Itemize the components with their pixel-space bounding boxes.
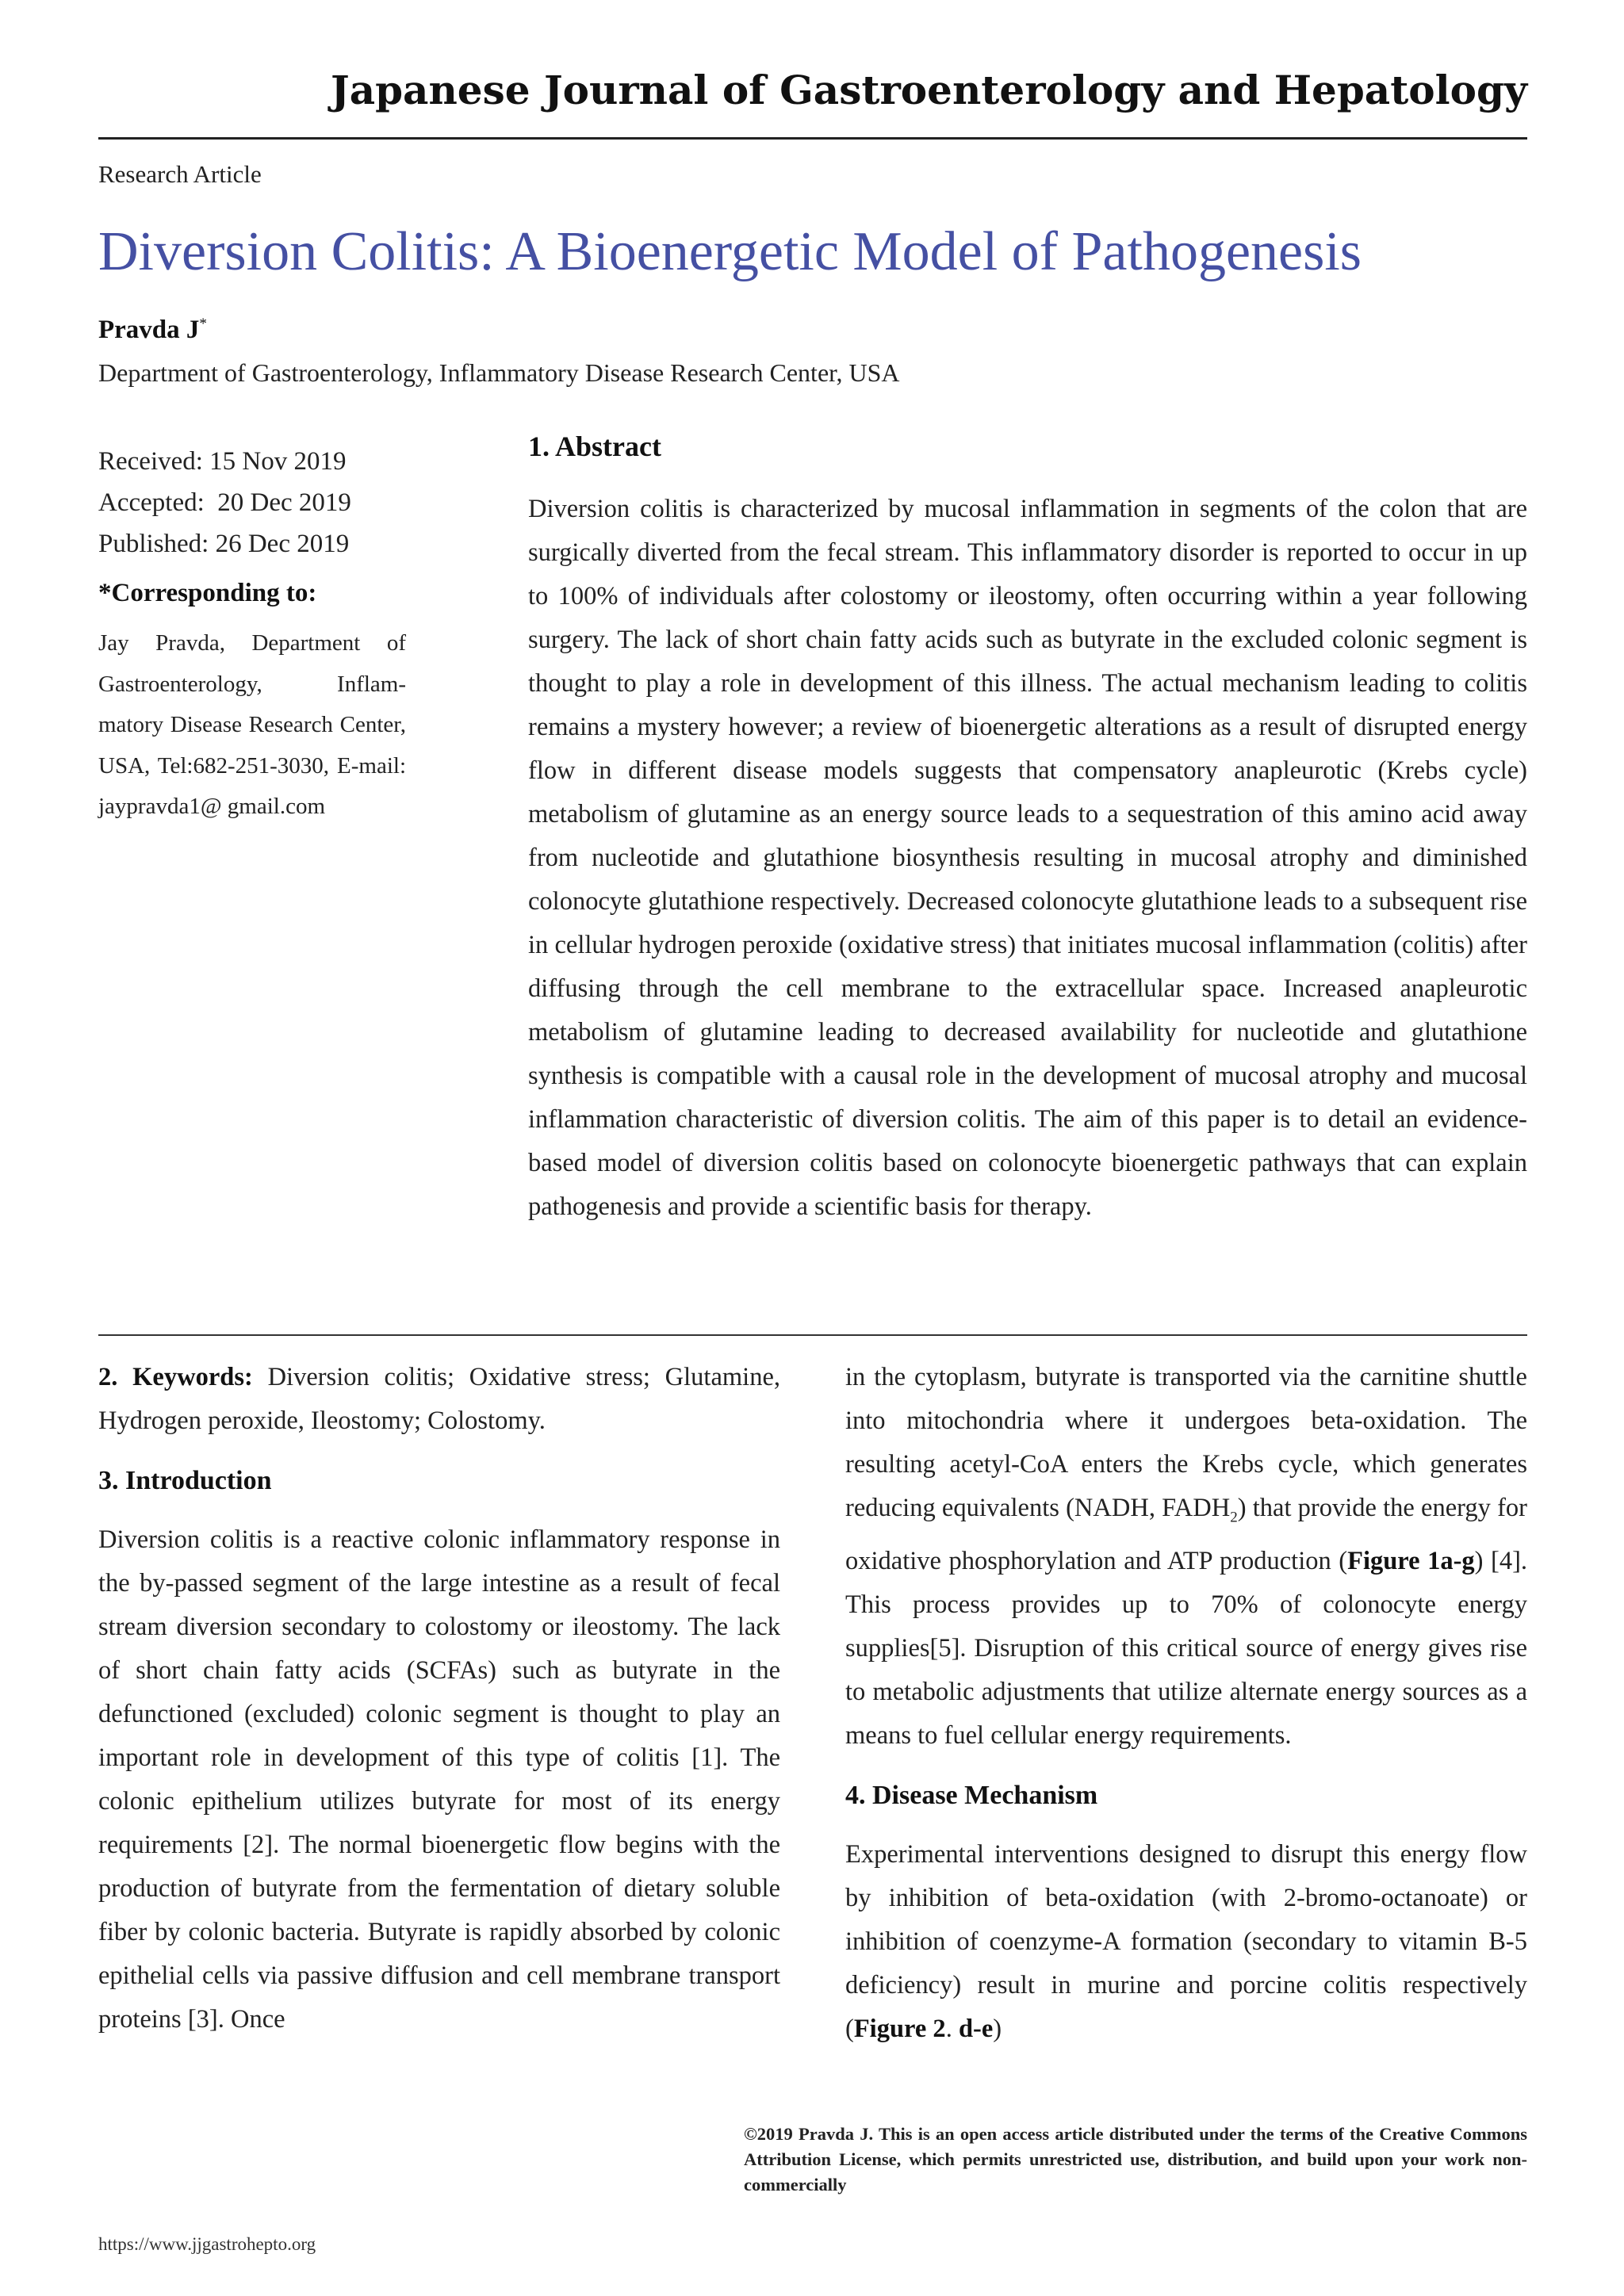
fadh-subscript: 2 [1230, 1509, 1238, 1526]
corresponding-details: Jay Pravda, Department of Gastroenterology, Inflam- matory Disease Research Center, USA, Tel:682-251-3030, E-mail: jaypravda1@ gmail.com [98, 630, 406, 819]
journal-title: Japanese Journal of Gastroenterology and Hepatology [331, 67, 1527, 113]
introduction-text: Diversion colitis is a reactive colonic inflammatory response in the by-passed segment of the large intestine as a result of fecal stream diversion secondary to colostomy or ileostomy. The lack of short chain fatty acids (SCFAs) such as butyrate in the defunctioned (excluded) colonic segment is thought to play an important role in development of this type of colitis [1]. The colonic epithelium utilizes butyrate for most of its energy requirements [2]. The normal bioenergetic flow begins with the production of butyrate from the fermentation of dietary soluble fiber by colonic bacteria. Butyrate is rapidly absorbed by colonic epithelial cells via passive diffusion and cell membrane transport proteins [3]. Once [98, 1525, 780, 2034]
author-name [98, 316, 207, 345]
intro-continued-paragraph [845, 1356, 1527, 1758]
keywords [98, 1356, 780, 1443]
corresponding-heading: *Corresponding to: [98, 579, 317, 607]
paper-title: Diversion Colitis: A Bioenergetic Model of Pathogenesis [98, 221, 1362, 282]
author-affiliation: Department of Gastroenterology, Inflammatory Disease Research Center, USA [98, 358, 900, 387]
article-type: Research Article [98, 160, 262, 188]
footer-url[interactable]: https://www.jjgastrohepto.org [98, 2234, 316, 2254]
intro-continued-c: ) [4]. This process provides up to 70% of colonocyte energy supplies[5]. Disruption of this critical source of energy gives rise to metabolic adjustments that utilize alternate energy sources as a means to fuel cellular energy requirements. [845, 1546, 1528, 1750]
introduction-heading: 3. Introduction [98, 1466, 272, 1495]
disease-mechanism-end: ) [993, 2014, 1002, 2043]
keywords-label: 2. Keywords: [98, 1363, 253, 1391]
section-divider [98, 1334, 1527, 1336]
corresponding-marker: * [199, 316, 207, 332]
disease-mechanism-heading: 4. Disease Mechanism [845, 1780, 1098, 1810]
license-notice: ©2019 Pravda J. This is an open access article distributed under the terms of the Creative Commons Attribution License, which permits unrestricted use, distribution, and build upon your work non-commercially [744, 2124, 1527, 2195]
received-date: Received: 15 Nov 2019 [98, 447, 347, 476]
author-name-text: Pravda J [98, 316, 200, 344]
figure-2-reference: Figure 2 [853, 2014, 946, 2043]
abstract-text: Diversion colitis is characterized by mucosal inflammation in segments of the colon that are surgically diverted from the fecal stream. This inflammatory disorder is reported to occur in up to 100% of individuals after colostomy or ileostomy, often occurring within a year following surgery. The lack of short chain fatty acids such as butyrate in the excluded colonic segment is thought to play a role in development of this illness. The actual mechanism leading to colitis remains a mystery however; a review of bioenergetic alterations as a result of disrupted energy flow in different disease models suggests that compensatory anapleurotic (Krebs cycle) metabolism of glutamine as an energy source leads to a sequestration of this amino acid away from nucleotide and glutathione biosynthesis resulting in mucosal atrophy and diminished colonocyte glutathione respectively. Decreased colonocyte glutathione leads to a subsequent rise in cellular hydrogen peroxide (oxidative stress) that initiates mucosal inflammation (colitis) after diffusing through the cell membrane to the extracellular space. Increased anapleurotic metabolism of glutamine leading to decreased availability for nucleotide and glutathione synthesis is compatible with a causal role in the development of mucosal atrophy and mucosal inflammation characteristic of diversion colitis. The aim of this paper is to detail an evidence-based model of diversion colitis based on colonocyte bioenergetic pathways that can explain pathogenesis and provide a scientific basis for therapy. [528, 495, 1527, 1221]
intro-continued-a: in the cytoplasm, butyrate is transported via the carnitine shuttle into mitochondria where it undergoes beta-oxidation. The resulting acetyl-CoA enters the Krebs cycle, which generates reducing equivalents (NADH, FADH [845, 1363, 1527, 1522]
abstract-heading: 1. Abstract [528, 430, 661, 462]
left-column [98, 1356, 780, 2042]
right-column [845, 1356, 1527, 2051]
header-divider [98, 137, 1527, 140]
figure-separator: . [945, 2014, 959, 2043]
figure-2-panel-reference: d-e [958, 2014, 994, 2043]
article-dates [98, 441, 351, 564]
keywords-text: Diversion colitis; Oxidative stress; Glutamine, Hydrogen peroxide, Ileostomy; Colostomy. [98, 1363, 780, 1435]
intro-continued-b: ) that provide the energy for oxidative phosphorylation and ATP production ( [845, 1494, 1527, 1575]
published-date: Published: 26 Dec 2019 [98, 530, 350, 558]
figure-1-reference: Figure 1a-g [1347, 1546, 1475, 1575]
disease-mechanism-text [845, 1833, 1527, 2051]
disease-mechanism-a: Experimental interventions designed to disrupt this energy flow by inhibition of beta-oxidation (with 2-bromo-octanoate) or inhibition of coenzyme-A formation (secondary to vitamin B-5 deficiency) result in murine and porcine colitis respectively ( [845, 1839, 1527, 2043]
accepted-date: Accepted: 20 Dec 2019 [98, 488, 351, 517]
